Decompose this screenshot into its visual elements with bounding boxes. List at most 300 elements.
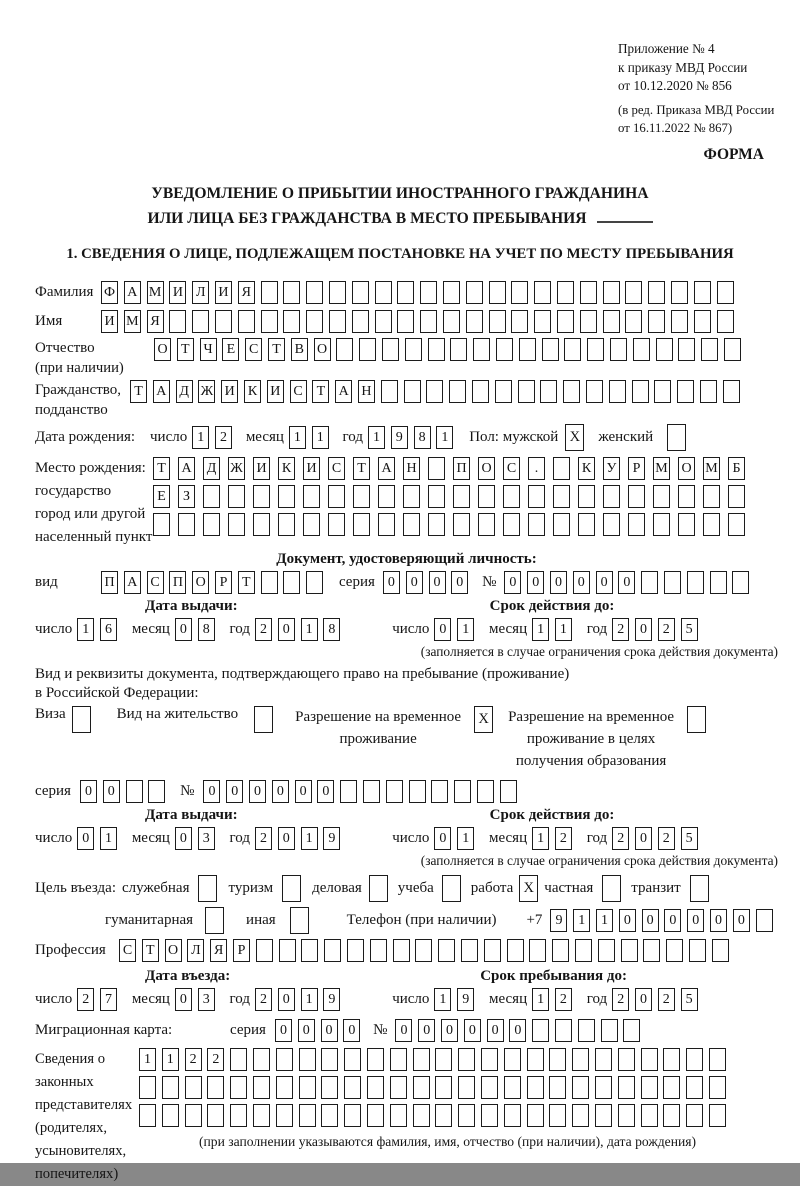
char-cell[interactable]: 0: [434, 827, 451, 850]
checkbox[interactable]: [687, 706, 706, 733]
char-cell[interactable]: 0: [429, 571, 446, 594]
char-cell[interactable]: 8: [414, 426, 431, 449]
char-cell[interactable]: [415, 939, 432, 962]
checkbox[interactable]: [369, 875, 388, 902]
char-cell[interactable]: 0: [317, 780, 334, 803]
char-cell[interactable]: [478, 513, 495, 536]
char-cell[interactable]: 1: [192, 426, 209, 449]
char-cell[interactable]: 0: [278, 988, 295, 1011]
char-cell[interactable]: [709, 1104, 726, 1127]
char-cell[interactable]: Е: [222, 338, 239, 361]
char-cell[interactable]: [641, 1104, 658, 1127]
char-cell[interactable]: А: [153, 380, 170, 403]
char-cell[interactable]: [344, 1104, 361, 1127]
char-cell[interactable]: [712, 939, 729, 962]
char-cell[interactable]: [553, 485, 570, 508]
char-cell[interactable]: [353, 485, 370, 508]
char-cell[interactable]: 2: [215, 426, 232, 449]
char-cell[interactable]: [563, 380, 580, 403]
char-cell[interactable]: М: [147, 281, 164, 304]
char-cell[interactable]: К: [244, 380, 261, 403]
char-cell[interactable]: 3: [198, 827, 215, 850]
char-cell[interactable]: 0: [451, 571, 468, 594]
char-cell[interactable]: [299, 1048, 316, 1071]
char-cell[interactable]: 1: [368, 426, 385, 449]
char-cell[interactable]: И: [169, 281, 186, 304]
checkbox[interactable]: [254, 706, 273, 733]
char-cell[interactable]: С: [147, 571, 164, 594]
char-cell[interactable]: [553, 457, 570, 480]
char-cell[interactable]: [478, 485, 495, 508]
char-cell[interactable]: 1: [301, 988, 318, 1011]
char-cell[interactable]: [641, 1076, 658, 1099]
char-cell[interactable]: 0: [272, 780, 289, 803]
char-cell[interactable]: 0: [418, 1019, 435, 1042]
char-cell[interactable]: 0: [295, 780, 312, 803]
char-cell[interactable]: [207, 1076, 224, 1099]
char-cell[interactable]: 1: [77, 618, 94, 641]
char-cell[interactable]: [572, 1104, 589, 1127]
char-cell[interactable]: [413, 1076, 430, 1099]
char-cell[interactable]: [328, 513, 345, 536]
char-cell[interactable]: [519, 338, 536, 361]
char-cell[interactable]: 8: [323, 618, 340, 641]
char-cell[interactable]: [393, 939, 410, 962]
char-cell[interactable]: [321, 1076, 338, 1099]
char-cell[interactable]: [575, 939, 592, 962]
char-cell[interactable]: 0: [175, 988, 192, 1011]
char-cell[interactable]: [549, 1076, 566, 1099]
char-cell[interactable]: [625, 281, 642, 304]
char-cell[interactable]: [278, 513, 295, 536]
char-cell[interactable]: М: [124, 310, 141, 333]
checkbox[interactable]: X: [474, 706, 493, 733]
char-cell[interactable]: Е: [153, 485, 170, 508]
checkbox[interactable]: [282, 875, 301, 902]
char-cell[interactable]: С: [328, 457, 345, 480]
char-cell[interactable]: [215, 310, 232, 333]
char-cell[interactable]: [663, 1076, 680, 1099]
char-cell[interactable]: [717, 281, 734, 304]
char-cell[interactable]: 2: [555, 827, 572, 850]
char-cell[interactable]: [671, 281, 688, 304]
char-cell[interactable]: [528, 513, 545, 536]
char-cell[interactable]: 0: [464, 1019, 481, 1042]
char-cell[interactable]: [321, 1048, 338, 1071]
char-cell[interactable]: [443, 310, 460, 333]
char-cell[interactable]: [458, 1048, 475, 1071]
char-cell[interactable]: [701, 338, 718, 361]
char-cell[interactable]: 0: [298, 1019, 315, 1042]
char-cell[interactable]: 0: [103, 780, 120, 803]
char-cell[interactable]: [228, 485, 245, 508]
char-cell[interactable]: [643, 939, 660, 962]
char-cell[interactable]: Т: [238, 571, 255, 594]
char-cell[interactable]: [386, 780, 403, 803]
char-cell[interactable]: [352, 310, 369, 333]
char-cell[interactable]: [689, 939, 706, 962]
char-cell[interactable]: [279, 939, 296, 962]
char-cell[interactable]: Н: [358, 380, 375, 403]
char-cell[interactable]: [466, 281, 483, 304]
char-cell[interactable]: 3: [198, 988, 215, 1011]
char-cell[interactable]: 1: [301, 618, 318, 641]
char-cell[interactable]: 0: [527, 571, 544, 594]
char-cell[interactable]: 0: [664, 909, 681, 932]
char-cell[interactable]: [139, 1076, 156, 1099]
char-cell[interactable]: А: [124, 281, 141, 304]
char-cell[interactable]: О: [192, 571, 209, 594]
char-cell[interactable]: [428, 485, 445, 508]
char-cell[interactable]: [472, 380, 489, 403]
char-cell[interactable]: [601, 1019, 618, 1042]
char-cell[interactable]: 0: [635, 618, 652, 641]
char-cell[interactable]: [641, 571, 658, 594]
char-cell[interactable]: [303, 485, 320, 508]
char-cell[interactable]: 0: [406, 571, 423, 594]
char-cell[interactable]: [703, 485, 720, 508]
char-cell[interactable]: [578, 485, 595, 508]
char-cell[interactable]: Т: [142, 939, 159, 962]
char-cell[interactable]: [256, 939, 273, 962]
char-cell[interactable]: [678, 513, 695, 536]
char-cell[interactable]: [344, 1076, 361, 1099]
char-cell[interactable]: [413, 1104, 430, 1127]
char-cell[interactable]: [527, 1076, 544, 1099]
char-cell[interactable]: 0: [434, 618, 451, 641]
char-cell[interactable]: И: [303, 457, 320, 480]
char-cell[interactable]: [253, 485, 270, 508]
char-cell[interactable]: [648, 281, 665, 304]
char-cell[interactable]: 2: [77, 988, 94, 1011]
char-cell[interactable]: [378, 513, 395, 536]
char-cell[interactable]: [595, 1076, 612, 1099]
char-cell[interactable]: [301, 939, 318, 962]
char-cell[interactable]: [336, 338, 353, 361]
char-cell[interactable]: 0: [687, 909, 704, 932]
char-cell[interactable]: Л: [192, 281, 209, 304]
char-cell[interactable]: [654, 380, 671, 403]
char-cell[interactable]: Я: [238, 281, 255, 304]
char-cell[interactable]: О: [154, 338, 171, 361]
char-cell[interactable]: [710, 571, 727, 594]
char-cell[interactable]: 2: [658, 618, 675, 641]
char-cell[interactable]: [438, 939, 455, 962]
char-cell[interactable]: 2: [612, 827, 629, 850]
char-cell[interactable]: [321, 1104, 338, 1127]
char-cell[interactable]: 1: [312, 426, 329, 449]
char-cell[interactable]: 0: [249, 780, 266, 803]
char-cell[interactable]: 0: [618, 571, 635, 594]
char-cell[interactable]: [367, 1076, 384, 1099]
char-cell[interactable]: 2: [612, 618, 629, 641]
char-cell[interactable]: Т: [130, 380, 147, 403]
char-cell[interactable]: [306, 281, 323, 304]
char-cell[interactable]: Н: [403, 457, 420, 480]
char-cell[interactable]: [473, 338, 490, 361]
char-cell[interactable]: [409, 780, 426, 803]
char-cell[interactable]: [420, 310, 437, 333]
char-cell[interactable]: [347, 939, 364, 962]
char-cell[interactable]: [728, 485, 745, 508]
char-cell[interactable]: 0: [278, 827, 295, 850]
char-cell[interactable]: [528, 485, 545, 508]
char-cell[interactable]: [367, 1104, 384, 1127]
char-cell[interactable]: [283, 281, 300, 304]
char-cell[interactable]: [382, 338, 399, 361]
char-cell[interactable]: [413, 1048, 430, 1071]
char-cell[interactable]: И: [215, 281, 232, 304]
char-cell[interactable]: [453, 513, 470, 536]
char-cell[interactable]: [663, 1048, 680, 1071]
char-cell[interactable]: 0: [487, 1019, 504, 1042]
char-cell[interactable]: [303, 513, 320, 536]
char-cell[interactable]: 2: [658, 827, 675, 850]
char-cell[interactable]: 9: [457, 988, 474, 1011]
char-cell[interactable]: [404, 380, 421, 403]
char-cell[interactable]: Т: [177, 338, 194, 361]
char-cell[interactable]: [466, 310, 483, 333]
char-cell[interactable]: [306, 571, 323, 594]
char-cell[interactable]: 2: [555, 988, 572, 1011]
char-cell[interactable]: 1: [457, 618, 474, 641]
char-cell[interactable]: [648, 310, 665, 333]
char-cell[interactable]: 1: [436, 426, 453, 449]
char-cell[interactable]: [428, 457, 445, 480]
char-cell[interactable]: И: [253, 457, 270, 480]
char-cell[interactable]: [477, 780, 494, 803]
char-cell[interactable]: [329, 281, 346, 304]
char-cell[interactable]: .: [528, 457, 545, 480]
char-cell[interactable]: 1: [162, 1048, 179, 1071]
char-cell[interactable]: [363, 780, 380, 803]
char-cell[interactable]: [700, 380, 717, 403]
char-cell[interactable]: [578, 513, 595, 536]
char-cell[interactable]: 0: [441, 1019, 458, 1042]
char-cell[interactable]: [253, 1048, 270, 1071]
char-cell[interactable]: [595, 1048, 612, 1071]
char-cell[interactable]: 5: [681, 988, 698, 1011]
checkbox[interactable]: X: [519, 875, 538, 902]
char-cell[interactable]: [595, 1104, 612, 1127]
char-cell[interactable]: [481, 1104, 498, 1127]
char-cell[interactable]: [203, 485, 220, 508]
char-cell[interactable]: [586, 380, 603, 403]
char-cell[interactable]: 0: [203, 780, 220, 803]
char-cell[interactable]: [580, 310, 597, 333]
char-cell[interactable]: 2: [658, 988, 675, 1011]
char-cell[interactable]: [664, 571, 681, 594]
char-cell[interactable]: 9: [550, 909, 567, 932]
char-cell[interactable]: Т: [312, 380, 329, 403]
char-cell[interactable]: [529, 939, 546, 962]
char-cell[interactable]: И: [267, 380, 284, 403]
char-cell[interactable]: [732, 571, 749, 594]
char-cell[interactable]: [367, 1048, 384, 1071]
char-cell[interactable]: [405, 338, 422, 361]
char-cell[interactable]: [709, 1048, 726, 1071]
char-cell[interactable]: [625, 310, 642, 333]
char-cell[interactable]: 1: [434, 988, 451, 1011]
char-cell[interactable]: [153, 513, 170, 536]
char-cell[interactable]: [633, 338, 650, 361]
char-cell[interactable]: 0: [383, 571, 400, 594]
char-cell[interactable]: [397, 281, 414, 304]
char-cell[interactable]: [276, 1048, 293, 1071]
char-cell[interactable]: О: [478, 457, 495, 480]
char-cell[interactable]: [709, 1076, 726, 1099]
char-cell[interactable]: 1: [532, 827, 549, 850]
char-cell[interactable]: П: [169, 571, 186, 594]
char-cell[interactable]: [694, 310, 711, 333]
char-cell[interactable]: [703, 513, 720, 536]
char-cell[interactable]: [603, 485, 620, 508]
char-cell[interactable]: [504, 1048, 521, 1071]
char-cell[interactable]: [397, 310, 414, 333]
char-cell[interactable]: С: [503, 457, 520, 480]
char-cell[interactable]: 0: [710, 909, 727, 932]
char-cell[interactable]: [169, 310, 186, 333]
checkbox[interactable]: [602, 875, 621, 902]
char-cell[interactable]: [728, 513, 745, 536]
char-cell[interactable]: [518, 380, 535, 403]
char-cell[interactable]: [489, 281, 506, 304]
char-cell[interactable]: [435, 1104, 452, 1127]
char-cell[interactable]: А: [335, 380, 352, 403]
char-cell[interactable]: [572, 1076, 589, 1099]
char-cell[interactable]: [678, 485, 695, 508]
char-cell[interactable]: 0: [635, 827, 652, 850]
char-cell[interactable]: Я: [210, 939, 227, 962]
char-cell[interactable]: [663, 1104, 680, 1127]
char-cell[interactable]: [458, 1076, 475, 1099]
char-cell[interactable]: [230, 1076, 247, 1099]
char-cell[interactable]: О: [165, 939, 182, 962]
char-cell[interactable]: [278, 485, 295, 508]
char-cell[interactable]: А: [378, 457, 395, 480]
char-cell[interactable]: 0: [77, 827, 94, 850]
char-cell[interactable]: [623, 1019, 640, 1042]
char-cell[interactable]: [261, 571, 278, 594]
char-cell[interactable]: [756, 909, 773, 932]
char-cell[interactable]: [450, 338, 467, 361]
char-cell[interactable]: [352, 281, 369, 304]
char-cell[interactable]: У: [603, 457, 620, 480]
char-cell[interactable]: [238, 310, 255, 333]
char-cell[interactable]: [481, 1048, 498, 1071]
char-cell[interactable]: [299, 1076, 316, 1099]
char-cell[interactable]: [253, 1104, 270, 1127]
char-cell[interactable]: 0: [275, 1019, 292, 1042]
char-cell[interactable]: [723, 380, 740, 403]
char-cell[interactable]: [454, 780, 471, 803]
char-cell[interactable]: Л: [187, 939, 204, 962]
char-cell[interactable]: [578, 1019, 595, 1042]
char-cell[interactable]: 1: [532, 988, 549, 1011]
char-cell[interactable]: [390, 1104, 407, 1127]
char-cell[interactable]: И: [101, 310, 118, 333]
char-cell[interactable]: [500, 780, 517, 803]
char-cell[interactable]: 9: [323, 988, 340, 1011]
char-cell[interactable]: [504, 1076, 521, 1099]
char-cell[interactable]: [185, 1104, 202, 1127]
char-cell[interactable]: [686, 1076, 703, 1099]
char-cell[interactable]: [534, 310, 551, 333]
char-cell[interactable]: [435, 1076, 452, 1099]
char-cell[interactable]: [340, 780, 357, 803]
char-cell[interactable]: [139, 1104, 156, 1127]
char-cell[interactable]: 0: [175, 618, 192, 641]
char-cell[interactable]: [618, 1104, 635, 1127]
char-cell[interactable]: [717, 310, 734, 333]
char-cell[interactable]: 0: [619, 909, 636, 932]
char-cell[interactable]: [496, 338, 513, 361]
char-cell[interactable]: [603, 513, 620, 536]
char-cell[interactable]: [686, 1048, 703, 1071]
char-cell[interactable]: С: [245, 338, 262, 361]
char-cell[interactable]: А: [124, 571, 141, 594]
char-cell[interactable]: [370, 939, 387, 962]
char-cell[interactable]: [276, 1076, 293, 1099]
char-cell[interactable]: Д: [203, 457, 220, 480]
char-cell[interactable]: 0: [504, 571, 521, 594]
char-cell[interactable]: [207, 1104, 224, 1127]
char-cell[interactable]: [553, 513, 570, 536]
char-cell[interactable]: 0: [395, 1019, 412, 1042]
char-cell[interactable]: М: [703, 457, 720, 480]
char-cell[interactable]: [555, 1019, 572, 1042]
char-cell[interactable]: [276, 1104, 293, 1127]
char-cell[interactable]: 1: [301, 827, 318, 850]
checkbox[interactable]: [205, 907, 224, 934]
char-cell[interactable]: [375, 310, 392, 333]
char-cell[interactable]: [532, 1019, 549, 1042]
char-cell[interactable]: [461, 939, 478, 962]
char-cell[interactable]: 2: [255, 618, 272, 641]
char-cell[interactable]: [618, 1048, 635, 1071]
char-cell[interactable]: О: [678, 457, 695, 480]
char-cell[interactable]: 0: [343, 1019, 360, 1042]
char-cell[interactable]: [126, 780, 143, 803]
char-cell[interactable]: 1: [555, 618, 572, 641]
char-cell[interactable]: 5: [681, 618, 698, 641]
char-cell[interactable]: [261, 281, 278, 304]
char-cell[interactable]: 0: [80, 780, 97, 803]
char-cell[interactable]: [185, 1076, 202, 1099]
char-cell[interactable]: Ж: [198, 380, 215, 403]
char-cell[interactable]: 2: [207, 1048, 224, 1071]
char-cell[interactable]: [453, 485, 470, 508]
char-cell[interactable]: С: [119, 939, 136, 962]
char-cell[interactable]: [283, 310, 300, 333]
char-cell[interactable]: [542, 338, 559, 361]
char-cell[interactable]: А: [178, 457, 195, 480]
char-cell[interactable]: И: [221, 380, 238, 403]
char-cell[interactable]: 1: [573, 909, 590, 932]
checkbox[interactable]: [198, 875, 217, 902]
char-cell[interactable]: 0: [635, 988, 652, 1011]
char-cell[interactable]: [428, 338, 445, 361]
char-cell[interactable]: 7: [100, 988, 117, 1011]
char-cell[interactable]: [203, 513, 220, 536]
char-cell[interactable]: К: [578, 457, 595, 480]
char-cell[interactable]: [426, 380, 443, 403]
char-cell[interactable]: 1: [532, 618, 549, 641]
char-cell[interactable]: [666, 939, 683, 962]
char-cell[interactable]: [253, 1076, 270, 1099]
char-cell[interactable]: [178, 513, 195, 536]
char-cell[interactable]: [375, 281, 392, 304]
